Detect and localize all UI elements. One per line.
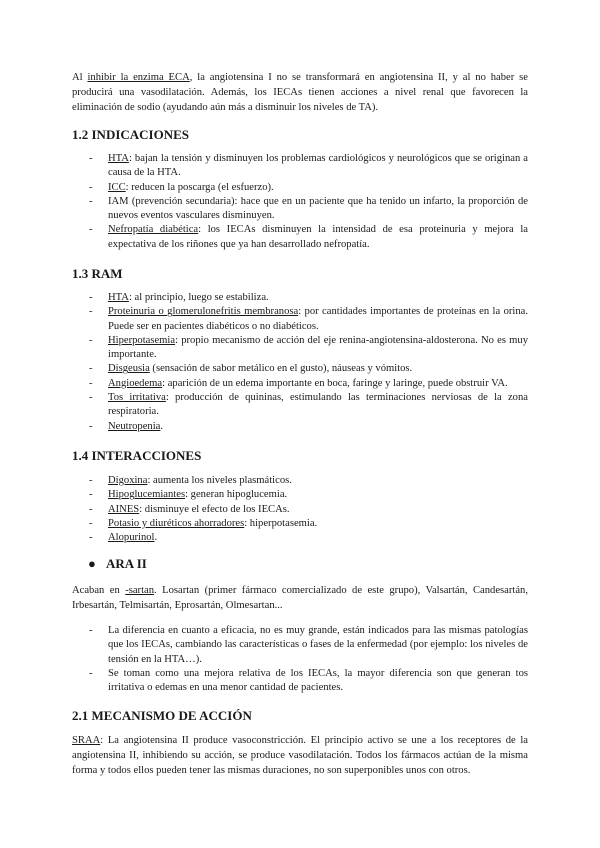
- heading-interacciones: 1.4 INTERACCIONES: [72, 448, 202, 463]
- list-item: - HTA: al principio, luego se estabiliza.: [108, 291, 528, 305]
- intro-underlined-term: inhibir la enzima ECA: [87, 72, 190, 83]
- list-item: - ICC: reducen la poscarga (el esfuerzo).: [108, 181, 528, 195]
- heading-indicaciones: 1.2 INDICACIONES: [72, 127, 190, 142]
- list-item: - Se toman como una mejora relativa de los IECAs, la mayor diferencia son que generan tos irritativa o edemas en una menor cantidad de pacientes.: [108, 667, 528, 696]
- list-item: - Hipoglucemiantes: generan hipoglucemia.: [108, 488, 528, 502]
- ara-heading-row: [72, 556, 147, 572]
- list-ram: [72, 291, 528, 434]
- list-item: - HTA: bajan la tensión y disminuyen los problemas cardiológicos y neurológicos que se originan a causa de la HTA.: [108, 152, 528, 181]
- list-indicaciones: [72, 152, 528, 252]
- list-interacciones: [72, 474, 528, 545]
- heading-mecanismo: 2.1 MECANISMO DE ACCIÓN: [72, 708, 252, 723]
- sraa-term: SRAA: [72, 735, 101, 746]
- list-item: - Tos irritativa: producción de quininas, estimulando las terminaciones nerviosas de la zona respiratoria.: [108, 391, 528, 420]
- list-item: - Neutropenia.: [108, 420, 528, 434]
- intro-text-1: Al: [72, 72, 88, 83]
- list-item: - La diferencia en cuanto a eficacia, no es muy grande, están indicados para las mismas patologías que los IECAs, cambiando las características o fases de la enfermedad (por ejemplo: los niveles de tensión en la HTA…).: [108, 624, 528, 667]
- list-ara: [72, 624, 528, 695]
- intro-text-2: , la angiotensina I no se transformará en angiotensina II, y al no haber se producirá una vasodilatación. Además, los IECAs tienen acciones a nivel renal que favorecen la eliminación de sodio (ayudando aún más a disminuir los niveles de TA).: [72, 72, 528, 113]
- list-item: - Digoxina: aumenta los niveles plasmáticos.: [108, 474, 528, 488]
- sartan-suffix: -sartan: [125, 585, 155, 596]
- list-item: - Nefropatía diabética: los IECAs disminuyen la intensidad de esa proteinuria y mejora la expectativa de los riñones que ya han desarrollado nefropatía.: [108, 223, 528, 252]
- list-item: - IAM (prevención secundaria): hace que en un paciente que ha tenido un infarto, la proporción de nuevos eventos vasculares disminuyen.: [108, 195, 528, 224]
- list-item: - Hiperpotasemia: propio mecanismo de acción del eje renina-angiotensina-aldosterona. No es muy importante.: [108, 334, 528, 363]
- list-item: - Disgeusia (sensación de sabor metálico en el gusto), náuseas y vómitos.: [108, 362, 528, 376]
- list-item: - Potasio y diuréticos ahorradores: hiperpotasemia.: [108, 517, 528, 531]
- ara-paragraph: Acaban en -sartan. Losartan (primer fármaco comercializado de este grupo), Valsartán, Candesartán, Irbesartán, Telmisartán, Eprosartán, Olmesartan...: [72, 585, 528, 611]
- heading-ram: 1.3 RAM: [72, 266, 123, 281]
- mecanismo-paragraph: SRAA: La angiotensina II produce vasoconstricción. El principio activo se une a los receptores de la angiotensina II, inhibiendo su acción, se produce vasodilatación. Todos los fármacos actúan de la misma forma y todos ellos pueden tener las mismas duraciones, no son superponibles unos con otros.: [72, 735, 528, 776]
- bullet-dot-icon: ●: [88, 556, 96, 571]
- list-item: - Alopurinol.: [108, 531, 528, 545]
- list-item: - Angioedema: aparición de un edema importante en boca, faringe y laringe, puede obstruir VA.: [108, 377, 528, 391]
- heading-ara-ii: ARA II: [106, 556, 147, 571]
- intro-paragraph: [72, 70, 528, 115]
- list-item: - Proteinuria o glomerulonefritis membranosa: por cantidades importantes de proteínas en la orina. Puede ser en pacientes diabéticos o no diabéticos.: [108, 305, 528, 334]
- list-item: - AINES: disminuye el efecto de los IECAs.: [108, 503, 528, 517]
